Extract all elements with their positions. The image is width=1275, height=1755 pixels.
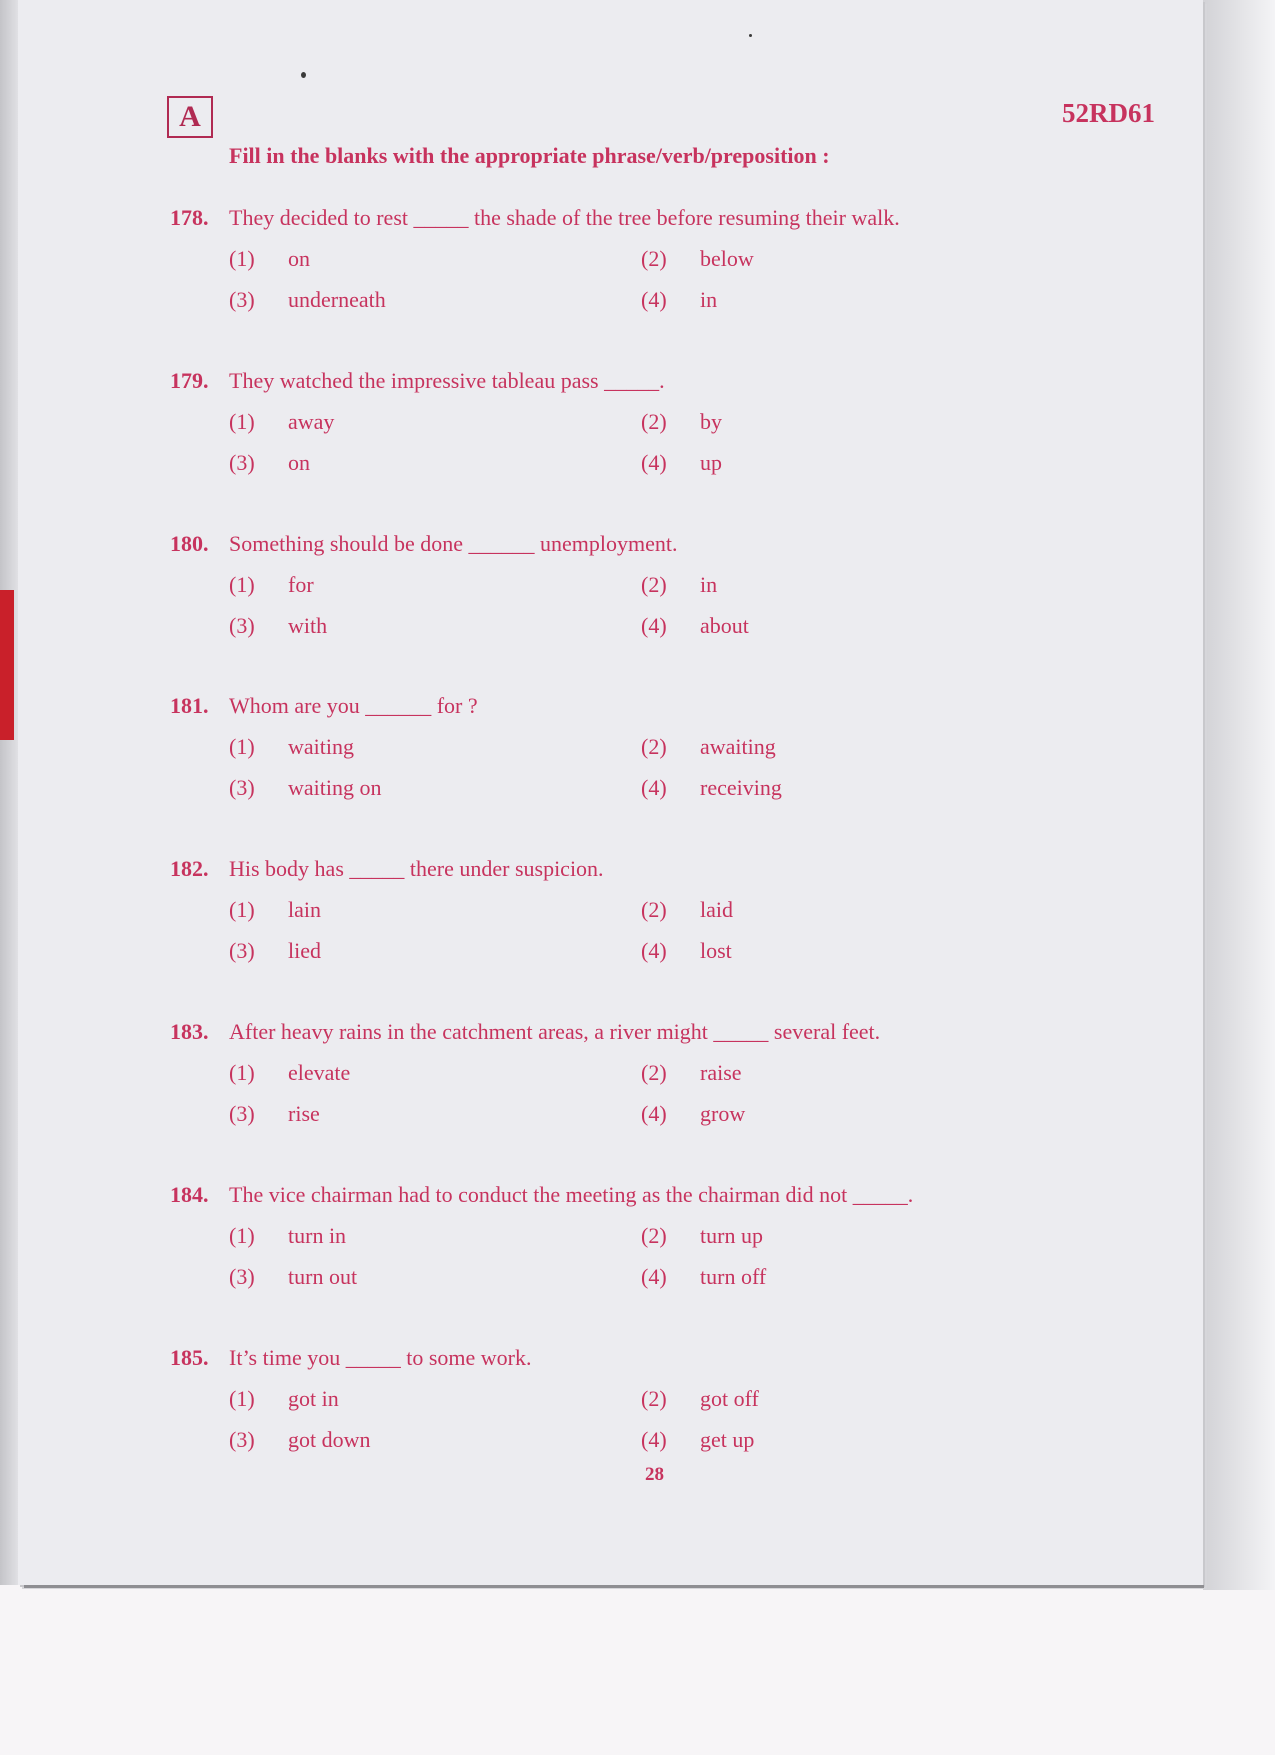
option-3: (3) turn out — [229, 1264, 358, 1289]
question-180 — [170, 524, 1070, 646]
option-3: (3) with — [229, 613, 328, 638]
question-number: 179. — [170, 368, 209, 393]
option-1: (1) for — [229, 572, 314, 597]
question-number: 180. — [170, 531, 209, 556]
question-182 — [170, 849, 1070, 971]
question-number: 185. — [170, 1345, 209, 1370]
option-1: (1) on — [229, 246, 310, 271]
option-2: (2) by — [641, 409, 722, 434]
question-185 — [170, 1338, 1070, 1460]
question-181 — [170, 686, 1070, 808]
question-number: 182. — [170, 856, 209, 881]
option-4: (4) about — [641, 613, 749, 638]
option-2: (2) turn up — [641, 1223, 763, 1248]
question-number: 181. — [170, 693, 209, 718]
question-number: 183. — [170, 1019, 209, 1044]
question-183 — [170, 1012, 1070, 1134]
option-4: (4) up — [641, 450, 722, 475]
question-text: They watched the impressive tableau pass _____. — [229, 368, 665, 393]
option-3: (3) got down — [229, 1427, 371, 1452]
option-2: (2) below — [641, 246, 754, 271]
option-1: (1) waiting — [229, 734, 354, 759]
option-4: (4) in — [641, 287, 718, 312]
option-4: (4) turn off — [641, 1264, 767, 1289]
question-text: Whom are you ______ for ? — [229, 693, 478, 718]
option-3: (3) waiting on — [229, 775, 382, 800]
option-1: (1) away — [229, 409, 335, 434]
option-2: (2) raise — [641, 1060, 742, 1085]
question-text: His body has _____ there under suspicion. — [229, 856, 604, 881]
option-3: (3) rise — [229, 1101, 320, 1126]
page-number: 28 — [645, 1464, 664, 1485]
question-178 — [170, 198, 1070, 320]
question-number: 178. — [170, 205, 209, 230]
option-4: (4) receiving — [641, 775, 782, 800]
page-bottom-edge — [24, 1585, 1204, 1588]
question-text: Something should be done ______ unemployment. — [229, 531, 678, 556]
option-2: (2) got off — [641, 1386, 759, 1411]
question-179 — [170, 361, 1070, 483]
set-label-box: A — [167, 96, 213, 138]
question-184 — [170, 1175, 1070, 1297]
option-1: (1) got in — [229, 1386, 339, 1411]
question-text: After heavy rains in the catchment areas, a river might _____ several feet. — [229, 1019, 881, 1044]
question-text: The vice chairman had to conduct the meeting as the chairman did not _____. — [229, 1182, 914, 1207]
option-2: (2) in — [641, 572, 718, 597]
speck — [301, 72, 306, 78]
paper-stack-edge — [0, 0, 18, 1585]
red-stamp-mark — [0, 590, 14, 740]
speck — [749, 34, 752, 37]
paper-code: 52RD61 — [1062, 98, 1155, 128]
option-3: (3) lied — [229, 938, 321, 963]
option-4: (4) lost — [641, 938, 732, 963]
option-1: (1) turn in — [229, 1223, 347, 1248]
option-3: (3) on — [229, 450, 310, 475]
option-3: (3) underneath — [229, 287, 386, 312]
option-1: (1) elevate — [229, 1060, 351, 1085]
section-instructions: Fill in the blanks with the appropriate phrase/verb/preposition : — [229, 143, 830, 168]
question-number: 184. — [170, 1182, 209, 1207]
question-text: It’s time you _____ to some work. — [229, 1345, 532, 1370]
option-4: (4) get up — [641, 1427, 755, 1452]
option-1: (1) lain — [229, 897, 321, 922]
option-4: (4) grow — [641, 1101, 746, 1126]
page-shadow — [1203, 0, 1275, 1590]
question-text: They decided to rest _____ the shade of the tree before resuming their walk. — [229, 205, 900, 230]
option-2: (2) awaiting — [641, 734, 776, 759]
option-2: (2) laid — [641, 897, 733, 922]
